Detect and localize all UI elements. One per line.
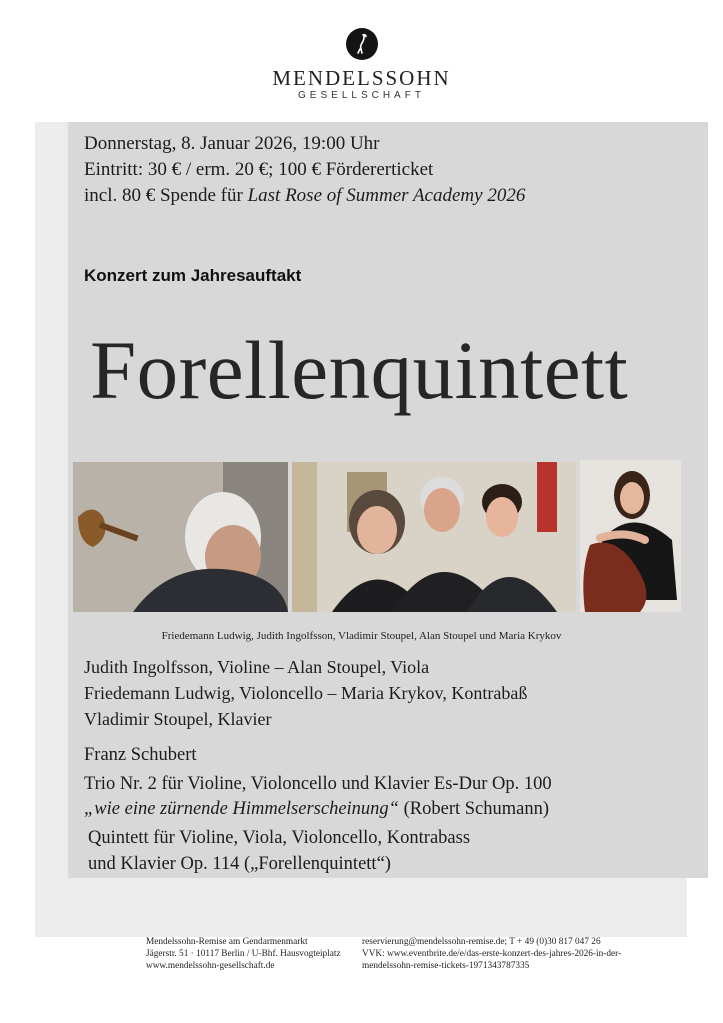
program-work-1: Trio Nr. 2 für Violine, Violoncello und Klavier Es-Dur Op. 100 bbox=[84, 774, 552, 794]
composer: Franz Schubert bbox=[84, 745, 197, 765]
cast-line: Judith Ingolfsson, Violine – Alan Stoupel, Viola bbox=[84, 657, 430, 677]
venue-address: Jägerstr. 51 · 10117 Berlin / U-Bhf. Hausvogteiplatz bbox=[146, 949, 341, 959]
academy-name: Last Rose of Summer Academy 2026 bbox=[247, 185, 526, 206]
event-price: Eintritt: 30 € / erm. 20 €; 100 € Fördererticket bbox=[84, 159, 434, 180]
footer-contact bbox=[362, 936, 621, 972]
photo-trio bbox=[292, 462, 576, 612]
cast-line: Vladimir Stoupel, Klavier bbox=[84, 709, 272, 729]
cast-line: Friedemann Ludwig, Violoncello – Maria Krykov, Kontrabaß bbox=[84, 683, 528, 703]
concert-title: Forellenquintett bbox=[90, 324, 629, 416]
venue-website[interactable]: www.mendelssohn-gesellschaft.de bbox=[146, 961, 275, 971]
event-date: Donnerstag, 8. Januar 2026, 19:00 Uhr bbox=[84, 133, 380, 154]
ticket-link-cont[interactable]: mendelssohn-remise-tickets-1971343787335 bbox=[362, 961, 530, 971]
ticket-link[interactable]: VVK: www.eventbrite.de/e/das-erste-konzert-des-jahres-2026-in-der- bbox=[362, 949, 622, 959]
donation-prefix: incl. 80 € Spende für bbox=[84, 185, 248, 206]
brand-subtitle: GESELLSCHAFT bbox=[298, 90, 425, 101]
quote-author: (Robert Schumann) bbox=[398, 799, 550, 819]
program-quote bbox=[84, 799, 549, 820]
logo bbox=[346, 28, 378, 60]
concert-subtitle: Konzert zum Jahresauftakt bbox=[84, 266, 302, 285]
brand-name: MENDELSSOHN bbox=[272, 66, 451, 90]
event-donation bbox=[84, 185, 525, 207]
photo-bassist bbox=[580, 460, 681, 612]
quote-text: „wie eine zürnende Himmelserscheinung“ bbox=[84, 799, 399, 819]
contact-email-phone[interactable]: reservierung@mendelssohn-remise.de; T + 49 (0)30 817 047 26 bbox=[362, 937, 601, 947]
venue-name: Mendelssohn-Remise am Gendarmenmarkt bbox=[146, 937, 308, 947]
photo-cellist bbox=[73, 462, 288, 612]
footer-venue bbox=[146, 936, 341, 972]
program-work-2-line-1: Quintett für Violine, Viola, Violoncello, Kontrabass bbox=[88, 828, 471, 848]
heron-icon bbox=[346, 28, 378, 60]
photo-caption: Friedemann Ludwig, Judith Ingolfsson, Vladimir Stoupel, Alan Stoupel und Maria Krykov bbox=[161, 630, 562, 642]
program-work-2-line-2: und Klavier Op. 114 („Forellenquintett“) bbox=[88, 854, 391, 874]
